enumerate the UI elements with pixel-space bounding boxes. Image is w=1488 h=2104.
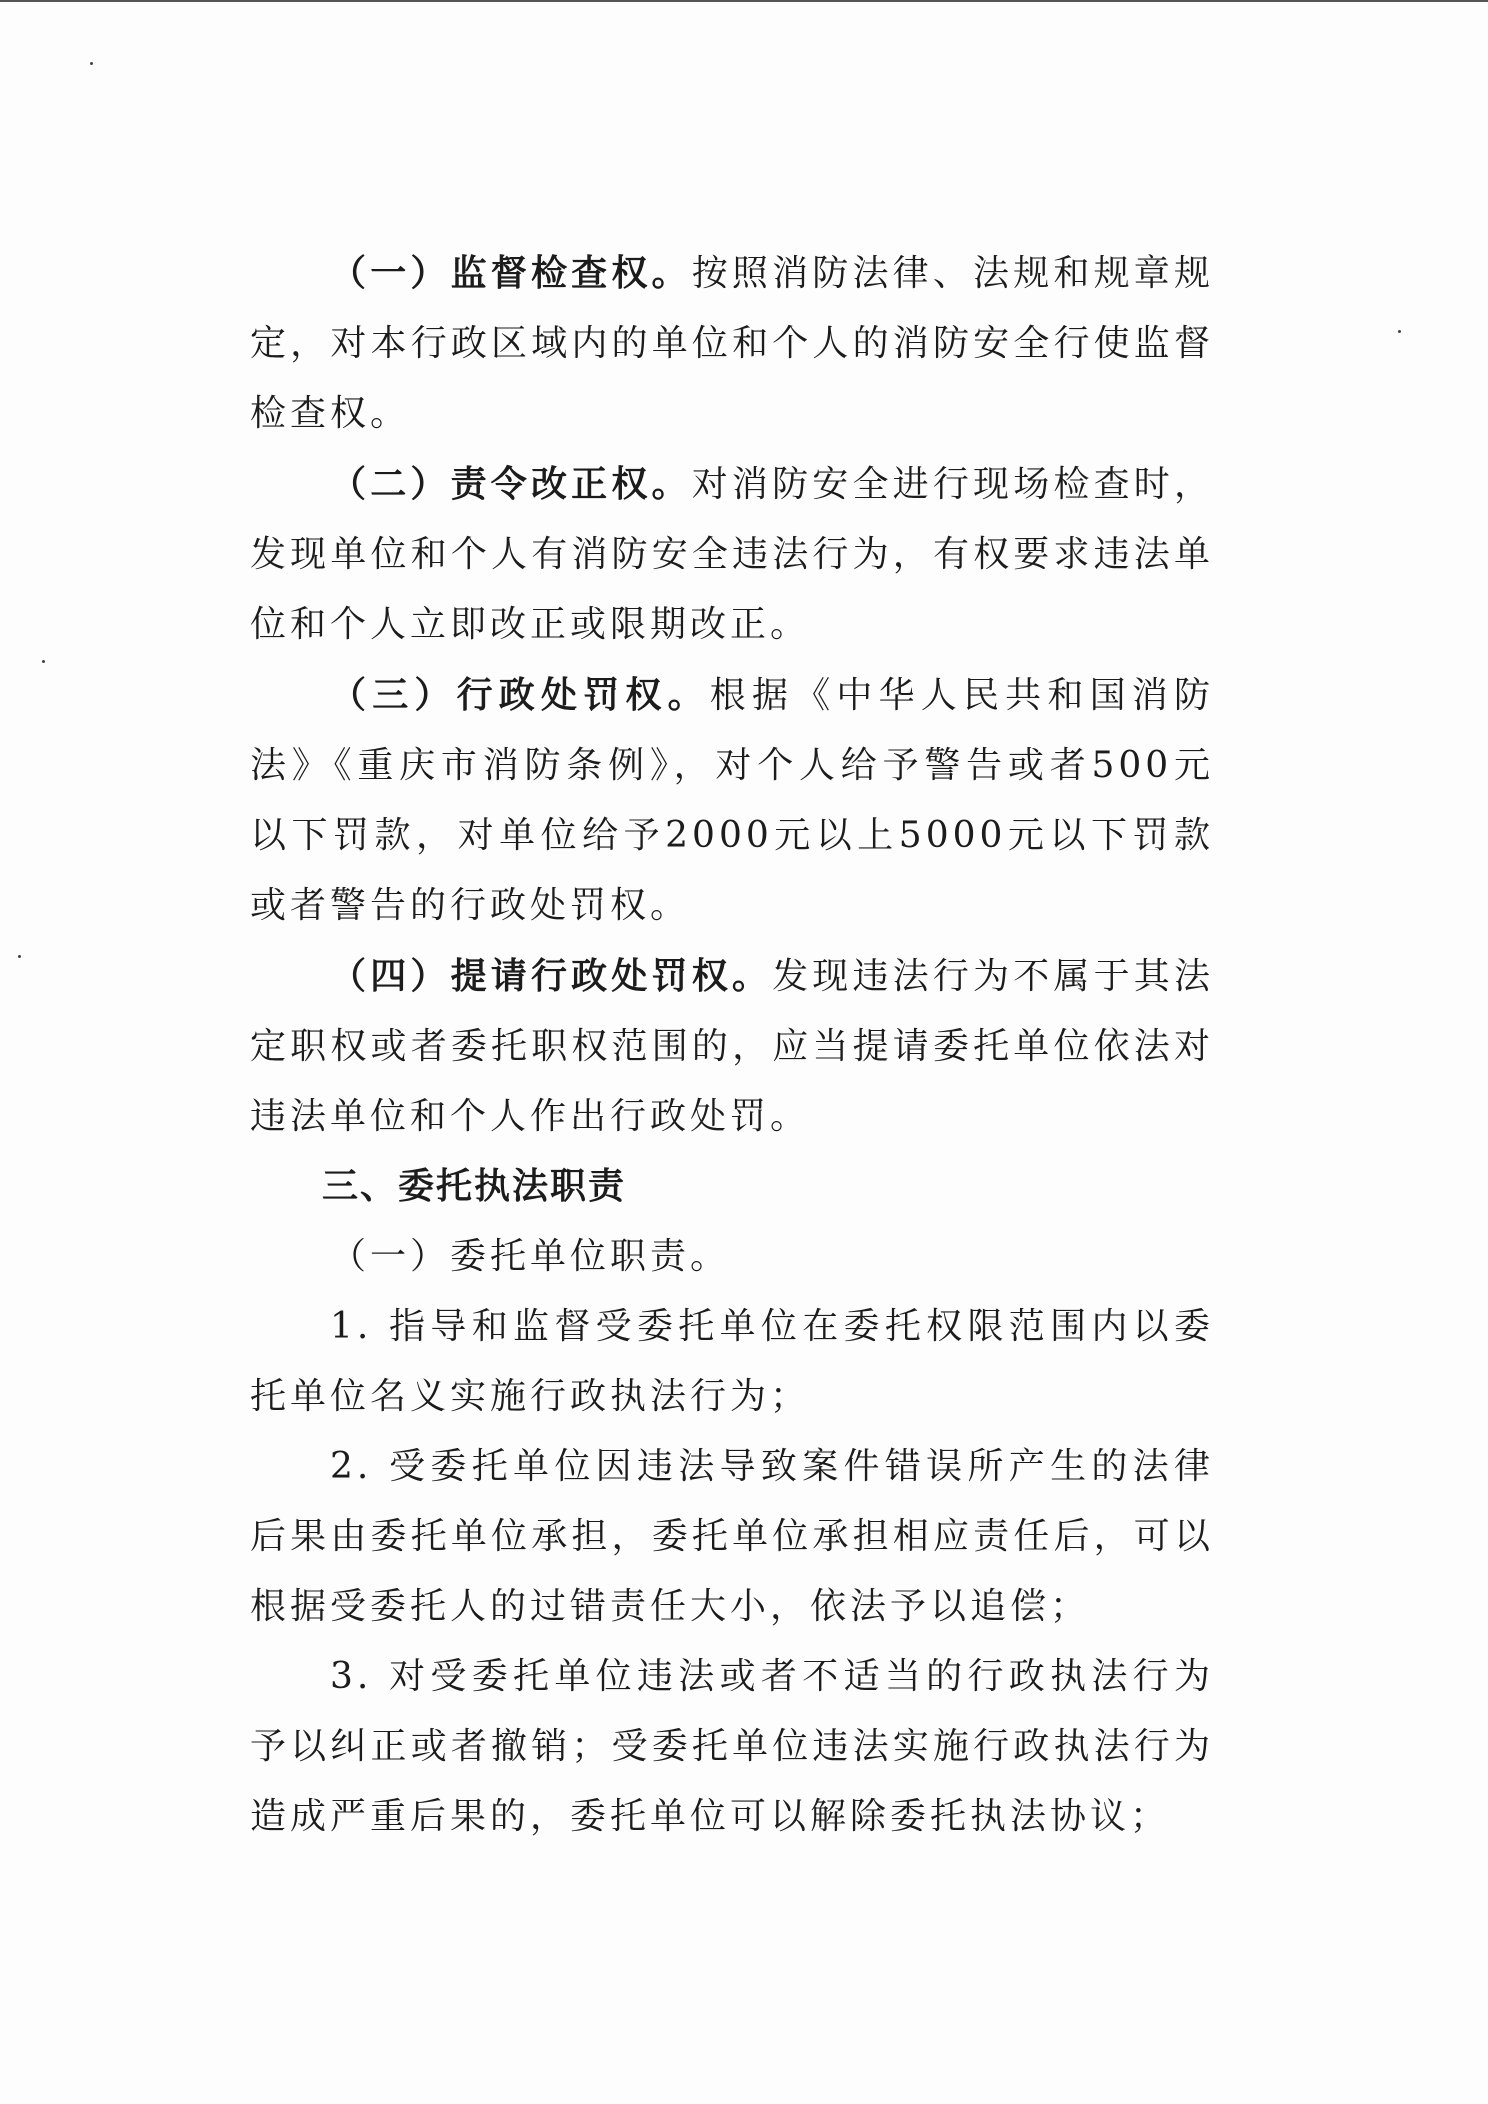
paragraph-lead: （二）责令改正权。 — [330, 463, 692, 505]
paragraph-text: 发现违法行为不属于其法定职权或者委托职权范围的，应当提请委托单位依法对违法单位和个人作出行政处罚。 — [250, 956, 1214, 1137]
paragraph-text: 根据《中华人民共和国消防法》《重庆市消防条例》，对个人给予警告或者500元以下罚款，对单位给予2000元以上5000元以下罚款或者警告的行政处罚权。 — [250, 675, 1214, 926]
paragraph-lead: （四）提请行政处罚权。 — [330, 955, 773, 997]
scan-speck — [1398, 330, 1401, 333]
paragraph-text: 对消防安全进行现场检查时，发现单位和个人有消防安全违法行为，有权要求违法单位和个人立即改正或限期改正。 — [250, 464, 1214, 645]
paragraph-penalty-request — [250, 941, 1214, 1152]
scan-speck — [18, 955, 21, 958]
list-item: 1. 指导和监督受委托单位在委托权限范围内以委托单位名义实施行政执法行为； — [250, 1306, 1214, 1417]
paragraph-lead: （一）监督检查权。 — [330, 252, 692, 294]
section-heading: 三、委托执法职责 — [322, 1166, 627, 1207]
scan-top-edge — [0, 0, 1488, 2]
list-item: 3. 对受委托单位违法或者不适当的行政执法行为予以纠正或者撤销；受委托单位违法实施行政执法行为造成严重后果的，委托单位可以解除委托执法协议； — [250, 1656, 1214, 1837]
document-body — [250, 238, 1214, 1852]
paragraph-text: 按照消防法律、法规和规章规定，对本行政区域内的单位和个人的消防安全行使监督检查权。 — [250, 253, 1214, 434]
scan-speck — [42, 660, 45, 663]
sub-heading: （一）委托单位职责。 — [330, 1236, 731, 1277]
list-item: 2. 受委托单位因违法导致案件错误所产生的法律后果由委托单位承担，委托单位承担相应责任后，可以根据受委托人的过错责任大小，依法予以追偿； — [250, 1446, 1214, 1627]
paragraph-penalty — [250, 660, 1214, 941]
paragraph-rectification — [250, 449, 1214, 660]
paragraph-supervision — [250, 238, 1214, 449]
scan-speck — [90, 62, 93, 65]
paragraph-lead: （三）行政处罚权。 — [330, 674, 710, 716]
